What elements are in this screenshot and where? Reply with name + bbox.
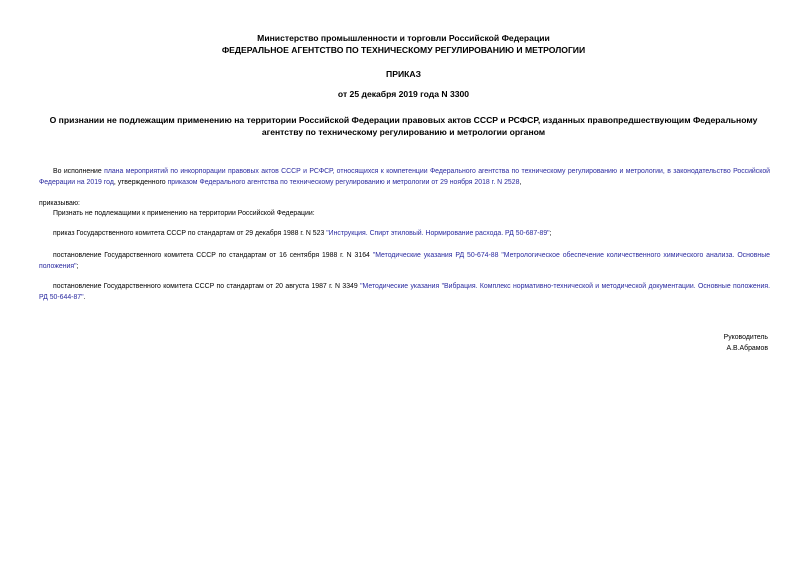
document-link[interactable]: "Методические указания "Вибрация. Комплекс нормативно-технической и методической документации. Основные положения. РД 50-644-87" <box>39 283 771 301</box>
agency-name: ФЕДЕРАЛЬНОЕ АГЕНТСТВО ПО ТЕХНИЧЕСКОМУ РЕГУЛИРОВАНИЮ И МЕТРОЛОГИИ <box>221 45 586 55</box>
list-item-text: постановление Государственного комитета СССР по стандартам от 16 сентября 1988 г. N 3164 <box>53 252 373 259</box>
signature-name: А.В.Абрамов <box>726 345 768 352</box>
preamble-paragraph <box>39 166 770 188</box>
list-item <box>39 250 770 272</box>
document-date-number: от 25 декабря 2019 года N 3300 <box>337 89 470 99</box>
preamble-text: Во исполнение <box>53 168 105 175</box>
list-item <box>39 281 770 303</box>
signature-position: Руководитель <box>723 334 768 341</box>
document-title: О признании не подлежащим применению на территории Российской Федерации правовых актов СССР и РСФСР, изданных правопредшествующим Федеральному агентству по техническому регулированию и метрологии органом <box>49 115 758 137</box>
list-item-text: ; <box>76 263 79 270</box>
incorporation-plan-link[interactable]: плана мероприятий по инкорпорации правовых актов СССР и РСФСР, относящихся к компетенции Федерального агентства по техническому регулированию и метрологии, в законодательство Российской Федерации на 2019 год <box>39 168 770 186</box>
list-item <box>39 228 770 239</box>
document-link[interactable]: "Методические указания РД 50-674-88 "Метрологическое обеспечение количественного химического анализа. Основные положения" <box>39 252 771 270</box>
list-item-text: . <box>83 294 86 301</box>
preamble-text: , <box>519 179 522 186</box>
list-item-text: ; <box>549 230 552 237</box>
orders-text: приказываю: <box>39 200 80 207</box>
ministry-name: Министерство промышленности и торговли Российской Федерации <box>257 33 550 43</box>
list-item-text: приказ Государственного комитета СССР по стандартам от 29 декабря 1988 г. N 523 <box>53 230 327 237</box>
list-item-text: постановление Государственного комитета СССР по стандартам от 20 августа 1987 г. N 3349 <box>53 283 361 290</box>
recognize-text: Признать не подлежащими к применению на территории Российской Федерации: <box>53 210 315 217</box>
document-link[interactable]: "Инструкция. Спирт этиловый. Нормирование расхода. РД 50-687-89" <box>326 230 550 237</box>
preamble-text: , утвержденного <box>113 179 168 186</box>
document-type: ПРИКАЗ <box>386 69 421 79</box>
order-2528-link[interactable]: приказом Федерального агентства по техническому регулированию и метрологии от 29 ноября 2018 г. N 2528 <box>167 179 520 186</box>
